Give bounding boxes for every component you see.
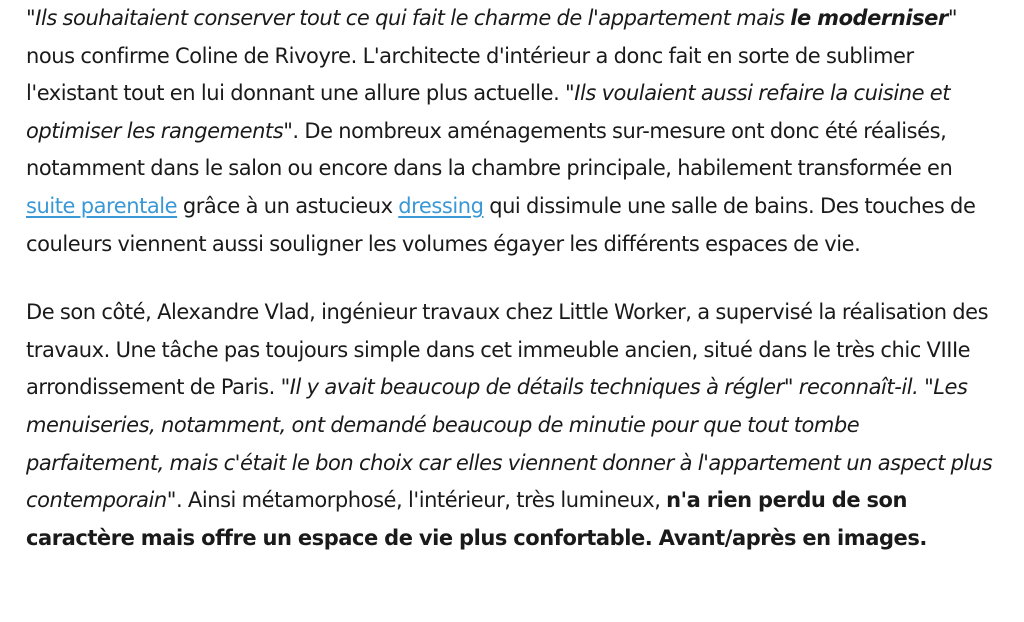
paragraph-1-text-4: qui dissimule une salle de bains. Des touches de couleurs viennent aussi souligner les volumes égayer les différents espaces de vie. [26,193,976,256]
paragraph-1-text-1: nous confirme Coline de Rivoyre. L'architecte d'intérieur a donc fait en sorte de sublimer l'existant tout en lui donnant une allure plus actuelle. [26,43,914,106]
quote-cuisine: "Ils voulaient aussi refaire la cuisine et optimiser les rangements" [26,81,951,143]
link-dressing[interactable]: dressing [398,193,484,218]
quote-charme: "Ils souhaitaient conserver tout ce qui fait le charme de l'appartement mais le moderniser" [26,6,958,30]
bold-le-moderniser: le moderniser [790,6,948,30]
paragraph-2 [26,294,998,557]
bold-conclusion: n'a rien perdu de son caractère mais offre un espace de vie plus confortable. Avant/après en images. [26,488,927,550]
paragraph-1-text-3: grâce à un astucieux [177,193,399,218]
paragraph-1-text-2: . De nombreux aménagements sur-mesure ont donc été réalisés, notamment dans le salon ou encore dans la chambre principale, habilement transformée en [26,118,953,181]
paragraph-2-text-1: De son côté, Alexandre Vlad, ingénieur travaux chez Little Worker, a supervisé la réalisation des travaux. Une tâche pas toujours simple dans cet immeuble ancien, situé dans le très chic VIIIe arrondissement de Paris. [26,300,989,400]
link-suite-parentale[interactable]: suite parentale [26,193,178,218]
article-body [26,0,998,557]
quote-details-techniques: "Il y avait beaucoup de détails techniques à régler" reconnaît-il. "Les menuiseries, notamment, ont demandé beaucoup de minutie pour que tout tombe parfaitement, mais c'était le bon choix car elles viennent donner à l'appartement un aspect plus contemporain" [26,375,993,513]
paragraph-2-text-2: . Ainsi métamorphosé, l'intérieur, très lumineux, [175,488,667,513]
paragraph-1 [26,0,998,263]
